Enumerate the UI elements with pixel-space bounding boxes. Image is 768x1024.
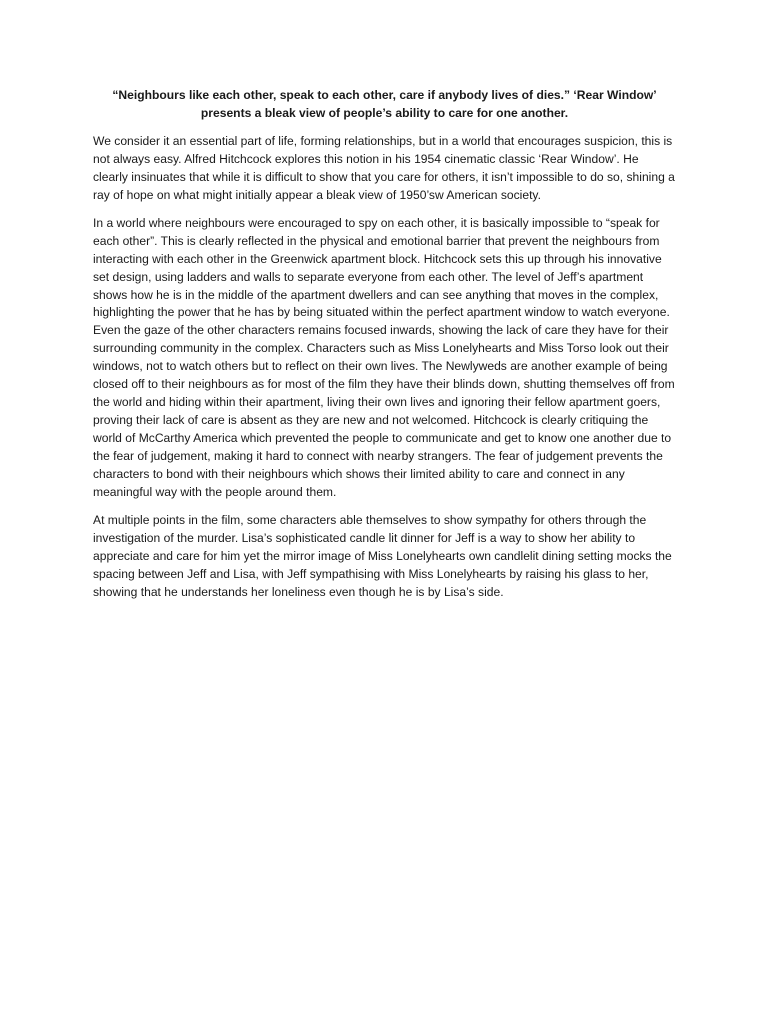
paragraph-body-1: In a world where neighbours were encouraged to spy on each other, it is basically impossible to “speak for each other”. This is clearly reflected in the physical and emotional barrier that prevent the neighbours from interacting with each other in the Greenwick apartment block. Hitchcock sets this up through his innovative set design, using ladders and walls to separate everyone from each other. The level of Jeff’s apartment shows how he is in the middle of the apartment dwellers and can see anything that moves in the complex, highlighting the power that he has by being situated within the perfect apartment window to watch everyone. Even the gaze of the other characters remains focused inwards, showing the lack of care they have for their surrounding community in the complex. Characters such as Miss Lonelyhearts and Miss Torso look out their windows, not to watch others but to reflect on their own lives. The Newlyweds are another example of being closed off to their neighbours as for most of the film they have their blinds down, shutting themselves off from the world and hiding within their apartment, living their own lives and ignoring their fellow apartment goers, proving their lack of care is absent as they are new and not welcomed. Hitchcock is clearly critiquing the world of McCarthy America which prevented the people to communicate and get to know one another due to the fear of judgement, making it hard to connect with nearby strangers. The fear of judgement prevents the characters to bond with their neighbours which shows their limited ability to care and connect in any meaningful way with the people around them. [93, 215, 675, 499]
document-body [93, 87, 676, 612]
paragraph-body-2: At multiple points in the film, some characters able themselves to show sympathy for others through the investigation of the murder. Lisa’s sophisticated candle lit dinner for Jeff is a way to show her ability to appreciate and care for him yet the mirror image of Miss Lonelyhearts own candlelit dining setting mocks the spacing between Jeff and Lisa, with Jeff sympathising with Miss Lonelyhearts by raising his glass to her, showing that he understands her loneliness even though he is by Lisa’s side. [93, 512, 672, 599]
paragraph-introduction: We consider it an essential part of life, forming relationships, but in a world that encourages suspicion, this is not always easy. Alfred Hitchcock explores this notion in his 1954 cinematic classic ‘Rear Window’. He clearly insinuates that while it is difficult to show that you care for others, it isn’t impossible to do so, shining a ray of hope on what might initially appear a bleak view of 1950’sw American society. [93, 133, 675, 202]
essay-title: “Neighbours like each other, speak to each other, care if anybody lives of dies.” ‘Rear Window’ presents a bleak view of people’s ability to care for one another. [112, 88, 657, 120]
